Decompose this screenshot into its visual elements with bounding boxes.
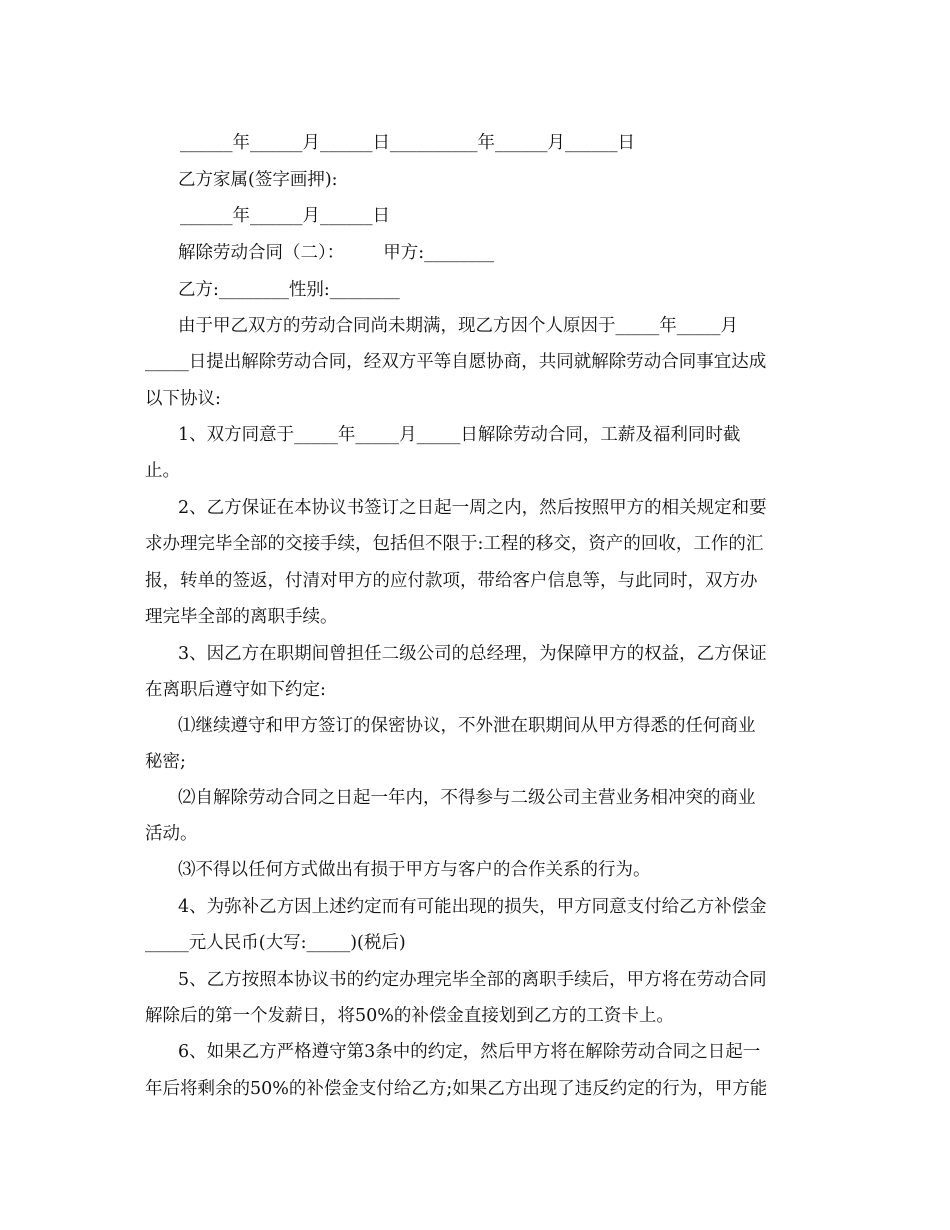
clause-6-line: 6、如果乙方严格遵守第3条中的约定，然后甲方将在解除劳动合同之日起一 (178, 1042, 761, 1062)
clause-1-line: 1、双方同意于_____年_____月_____日解除劳动合同，工薪及福利同时截 (178, 425, 741, 445)
family-date-line: ______年______月______日 (180, 206, 390, 226)
clause-4-line: 4、为弥补乙方因上述约定而有可能出现的损失，甲方同意支付给乙方补偿金 (178, 897, 767, 917)
paragraph-line: _____日提出解除劳动合同，经双方平等自愿协商，共同就解除劳动合同事宜达成 (145, 352, 767, 372)
clause-3-item-3: ⑶不得以任何方式做出有损于甲方与客户的合作关系的行为。 (178, 860, 651, 880)
clause-3-line: 在离职后遵守如下约定: (145, 680, 326, 700)
clause-3-item-1: 秘密; (145, 752, 186, 772)
clause-2-line: 报，转单的签返，付清对甲方的应付款项，带给客户信息等，与此同时，双方办 (145, 571, 758, 591)
date-line: ______年______月______日__________年______月______日 (180, 133, 635, 153)
clause-2-line: 2、乙方保证在本协议书签订之日起一周之内，然后按照甲方的相关规定和要 (178, 498, 767, 518)
clause-3-line: 3、因乙方在职期间曾担任二级公司的总经理，为保障甲方的权益，乙方保证 (178, 644, 767, 664)
paragraph-line: 由于甲乙双方的劳动合同尚未期满，现乙方因个人原因于_____年_____月 (178, 316, 738, 336)
clause-2-line: 求办理完毕全部的交接手续，包括但不限于:工程的移交，资产的回收，工作的汇 (145, 534, 764, 554)
clause-4-line: _____元人民币(大写:_____)(税后) (145, 933, 406, 953)
party-b-gender-line: 乙方:________性别:________ (178, 280, 400, 300)
clause-5-line: 5、乙方按照本协议书的约定办理完毕全部的离职手续后，甲方将在劳动合同 (178, 970, 767, 990)
clause-5-line: 解除后的第一个发薪日，将50%的补偿金直接划到乙方的工资卡上。 (145, 1006, 674, 1026)
clause-2-line: 理完毕全部的离职手续。 (145, 607, 338, 627)
family-signature-label: 乙方家属(签字画押): (178, 170, 338, 190)
clause-1-line: 止。 (145, 461, 180, 481)
clause-3-item-1: ⑴继续遵守和甲方签订的保密协议，不外泄在职期间从甲方得悉的任何商业 (178, 716, 756, 736)
contract-two-heading: 解除劳动合同（二）： 甲方:________ (178, 243, 495, 263)
clause-3-item-2: ⑵自解除劳动合同之日起一年内，不得参与二级公司主营业务相冲突的商业 (178, 788, 756, 808)
paragraph-line: 以下协议: (145, 389, 221, 409)
clause-6-line: 年后将剩余的50%的补偿金支付给乙方;如果乙方出现了违反约定的行为，甲方能 (145, 1079, 768, 1099)
clause-3-item-2: 活动。 (145, 824, 198, 844)
